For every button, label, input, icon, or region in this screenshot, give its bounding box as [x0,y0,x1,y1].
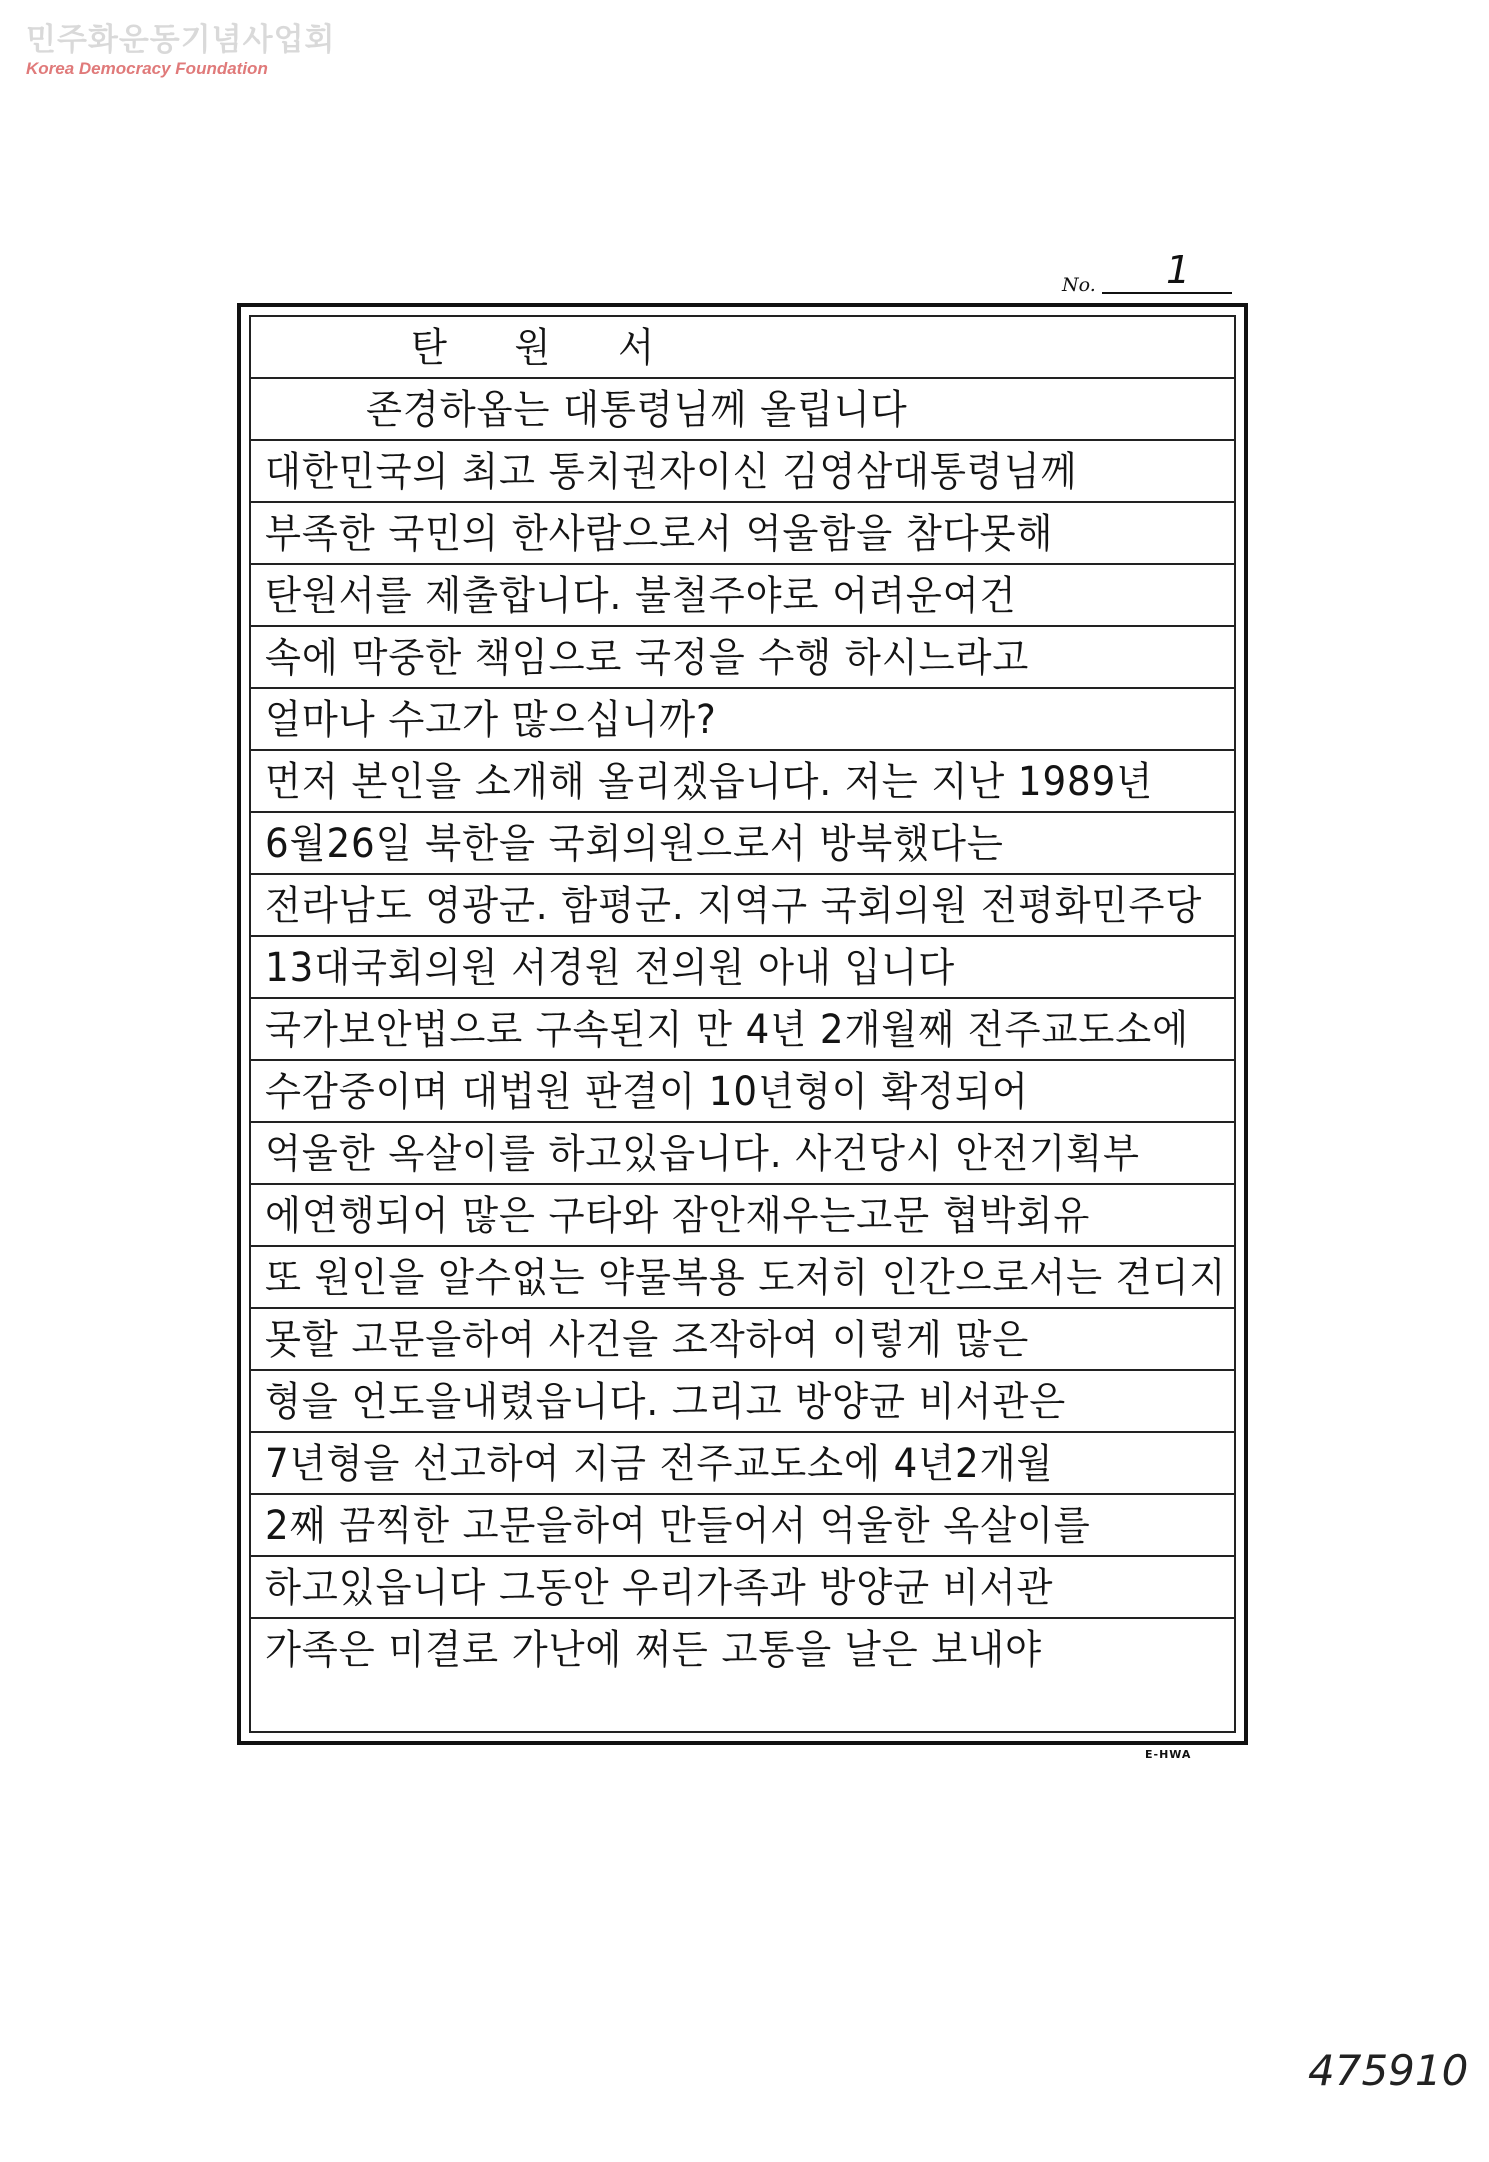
letter-line: 13대국회의원 서경원 전의원 아내 입니다 [265,945,956,991]
page-number-value: 1 [1166,248,1191,292]
letter-line-row [251,1557,1234,1619]
watermark-logo [26,22,335,80]
letter-line: 7년형을 선고하여 지금 전주교도소에 4년2개월 [265,1441,1054,1487]
letter-line: 못할 고문을하여 사건을 조작하여 이렇게 많은 [265,1317,1030,1363]
letter-line: 대한민국의 최고 통치권자이신 김영삼대통령님께 [265,449,1078,495]
letter-line-row [251,689,1234,751]
letter-line-row [251,875,1234,937]
letter-line: 형을 언도을내렸읍니다. 그리고 방양균 비서관은 [265,1379,1067,1425]
archive-number: 475910 [1308,2046,1469,2095]
ruled-letter-sheet [237,303,1248,1745]
letter-salutation [251,379,1234,441]
letter-line-row [251,937,1234,999]
letter-line: 에연행되어 많은 구타와 잠안재우는고문 협박회유 [265,1193,1091,1239]
letter-line-row [251,999,1234,1061]
letter-line: 속에 막중한 책임으로 국정을 수행 하시느라고 [265,635,1030,681]
letter-line: 6월26일 북한을 국회의원으로서 방북했다는 [265,821,1004,867]
letter-line: 전라남도 영광군. 함평군. 지역구 국회의원 전평화민주당 [265,883,1203,929]
letter-line: 억울한 옥살이를 하고있읍니다. 사건당시 안전기획부 [265,1131,1140,1177]
letter-line: 먼저 본인을 소개해 올리겠읍니다. 저는 지난 1989년 [265,759,1154,805]
page-number-field [1062,248,1232,296]
letter-title [251,317,1234,379]
letter-line-row [251,1433,1234,1495]
letter-line: 탄원서를 제출합니다. 불철주야로 어려운여건 [265,573,1017,619]
letter-line-row [251,1619,1234,1681]
letter-line-row [251,1185,1234,1247]
letter-line: 부족한 국민의 한사람으로서 억울함을 참다못해 [265,511,1054,557]
letter-line: 탄 원 서 [411,325,682,371]
letter-line-row [251,1309,1234,1371]
letter-line: 수감중이며 대법원 판결이 10년형이 확정되어 [265,1069,1029,1115]
page-number-underline [1102,292,1232,294]
letter-line-row [251,813,1234,875]
watermark-korean: 민주화운동기념사업회 [26,22,336,58]
letter-line: 2째 끔찍한 고문을하여 만들어서 억울한 옥살이를 [265,1503,1091,1549]
letter-line-row [251,441,1234,503]
letter-line-row [251,1495,1234,1557]
letter-line: 얼마나 수고가 많으십니까? [265,697,717,743]
letter-line-row [251,627,1234,689]
letter-body [249,315,1236,1733]
letter-line-row [251,503,1234,565]
paper-maker-mark: E-HWA [1145,1748,1192,1761]
letter-line: 하고있읍니다 그동안 우리가족과 방양균 비서관 [265,1565,1054,1611]
letter-line-row [251,1123,1234,1185]
letter-line-row [251,751,1234,813]
letter-line-row [251,1061,1234,1123]
letter-line-row [251,565,1234,627]
letter-line: 국가보안법으로 구속된지 만 4년 2개월째 전주교도소에 [265,1007,1190,1053]
page-number-label: No. [1062,274,1096,296]
letter-line: 또 원인을 알수없는 약물복용 도저히 인간으로서는 견디지 [265,1255,1227,1301]
watermark-english: Korea Democracy Foundation [26,59,268,78]
letter-line-row [251,1371,1234,1433]
letter-line: 가족은 미결로 가난에 쩌든 고통을 날은 보내야 [265,1627,1042,1673]
letter-line-row [251,1247,1234,1309]
letter-line: 존경하옵는 대통령님께 올립니다 [366,387,908,433]
